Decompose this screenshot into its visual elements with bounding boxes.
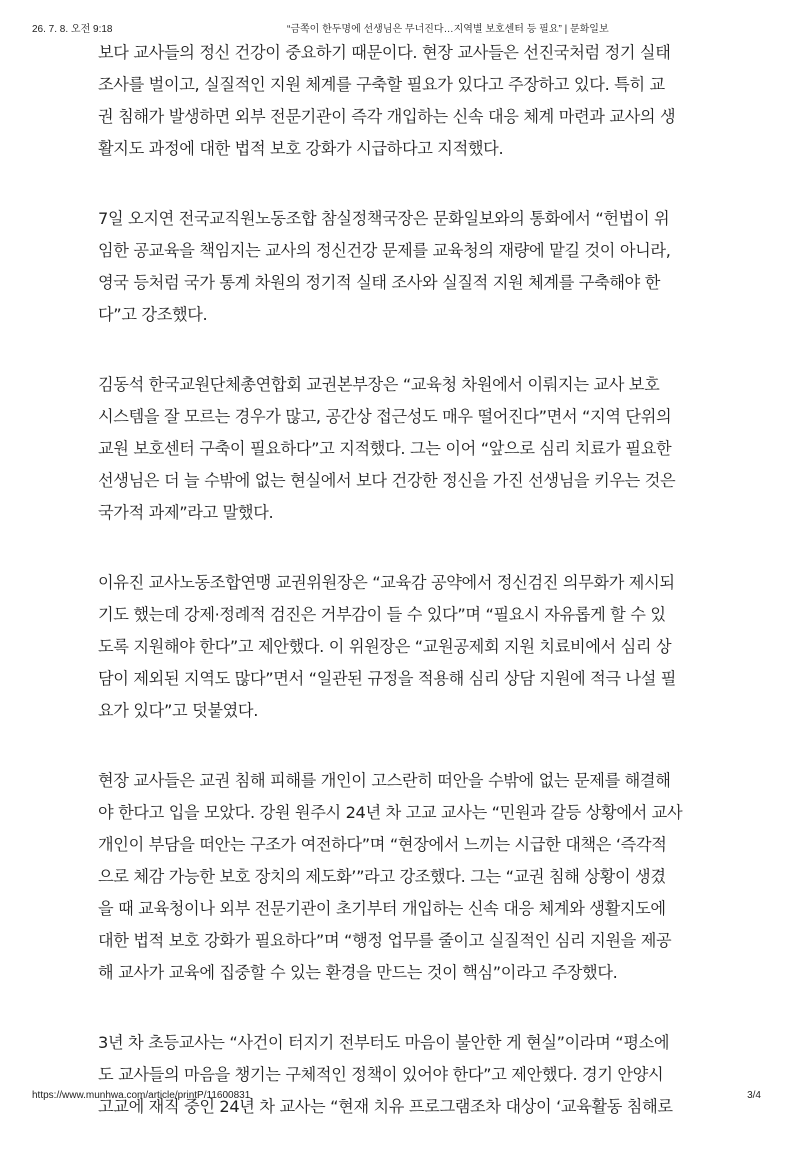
paragraph-line: 국가적 과제”라고 말했다. [98,503,274,522]
paragraph-line: 조사를 벌이고, 실질적인 지원 체계를 구축할 필요가 있다고 주장하고 있다. 특히 교 [98,75,665,94]
print-datetime: 26. 7. 8. 오전 9:18 [32,24,113,35]
article-paragraph [98,567,698,727]
article-paragraph [98,37,698,165]
article-body [98,37,698,1161]
paragraph-line: 활지도 과정에 대한 법적 보호 강화가 시급하다고 지적했다. [98,139,504,158]
paragraph-line: 도록 지원해야 한다”고 제안했다. 이 위원장은 “교원공제회 지원 치료비에서 심리 상 [98,637,672,656]
print-page-title: “금쪽이 한두명에 선생님은 무너진다…지역별 보호센터 등 필요” | 문화일보 [287,24,609,35]
paragraph-line: 교원 보호센터 구축이 필요하다”고 지적했다. 그는 이어 “앞으로 심리 치료가 필요한 [98,439,672,458]
article-paragraph [98,1027,698,1123]
paragraph-line: 기도 했는데 강제·정례적 검진은 거부감이 들 수 있다”며 “필요시 자유롭게 할 수 있 [98,605,666,624]
paragraph-line: 을 때 교육청이나 외부 전문기관이 초기부터 개입하는 신속 대응 체계와 생활지도에 [98,899,666,918]
article-paragraph [98,203,698,331]
paragraph-line: 해 교사가 교육에 집중할 수 있는 환경을 만드는 것이 핵심”이라고 주장했다. [98,963,618,982]
paragraph-line: 김동석 한국교원단체총연합회 교권본부장은 “교육청 차원에서 이뤄지는 교사 보호 [98,375,660,394]
paragraph-line: 야 한다고 입을 모았다. 강원 원주시 24년 차 고교 교사는 “민원과 갈등 상황에서 교사 [98,803,683,822]
paragraph-line: 보다 교사들의 정신 건강이 중요하기 때문이다. 현장 교사들은 선진국처럼 정기 실태 [98,43,671,62]
paragraph-line: 영국 등처럼 국가 통계 차원의 정기적 실태 조사와 실질적 지원 체계를 구축해야 한 [98,273,661,292]
paragraph-line: 대한 법적 보호 강화가 필요하다”며 “행정 업무를 줄이고 실질적인 심리 지원을 제공 [98,931,672,950]
paragraph-line: 시스템을 잘 모르는 경우가 많고, 공간상 접근성도 매우 떨어진다”면서 “지역 단위의 [98,407,672,426]
paragraph-line: 고교에 재직 중인 24년 차 교사는 “현재 치유 프로그램조차 대상이 ‘교육활동 침해로 [98,1097,673,1116]
article-paragraph [98,765,698,989]
paragraph-line: 요가 있다”고 덧붙였다. [98,701,259,720]
paragraph-line: 개인이 부담을 떠안는 구조가 여전하다”며 “현장에서 느끼는 시급한 대책은 ‘즉각적 [98,835,667,854]
article-paragraph [98,369,698,529]
print-url: https://www.munhwa.com/article/printP/11600831 [32,1090,251,1101]
page-number: 3/4 [747,1090,761,1101]
paragraph-line: 선생님은 더 늘 수밖에 없는 현실에서 보다 건강한 정신을 가진 선생님을 키우는 것은 [98,471,676,490]
paragraph-line: 7일 오지연 전국교직원노동조합 참실정책국장은 문화일보와의 통화에서 “헌법이 위 [98,209,670,228]
paragraph-line: 이유진 교사노동조합연맹 교권위원장은 “교육감 공약에서 정신검진 의무화가 제시되 [98,573,675,592]
paragraph-line: 다”고 강조했다. [98,305,208,324]
paragraph-line: 권 침해가 발생하면 외부 전문기관이 즉각 개입하는 신속 대응 체계 마련과 교사의 생 [98,107,676,126]
print-header [32,20,761,36]
paragraph-line: 3년 차 초등교사는 “사건이 터지기 전부터도 마음이 불안한 게 현실”이라며 “평소에 [98,1033,670,1052]
paragraph-line: 현장 교사들은 교권 침해 피해를 개인이 고스란히 떠안을 수밖에 없는 문제를 해결해 [98,771,671,790]
print-footer [32,1090,761,1104]
paragraph-line: 담이 제외된 지역도 많다”면서 “일관된 규정을 적용해 심리 상담 지원에 적극 나설 필 [98,669,677,688]
paragraph-line: 임한 공교육을 책임지는 교사의 정신건강 문제를 교육청의 재량에 맡길 것이 아니라, [98,241,671,260]
paragraph-line: 으로 체감 가능한 보호 장치의 제도화’”라고 강조했다. 그는 “교권 침해 상황이 생겼 [98,867,666,886]
paragraph-line: 도 교사들의 마음을 챙기는 구체적인 정책이 있어야 한다”고 제안했다. 경기 안양시 [98,1065,664,1084]
